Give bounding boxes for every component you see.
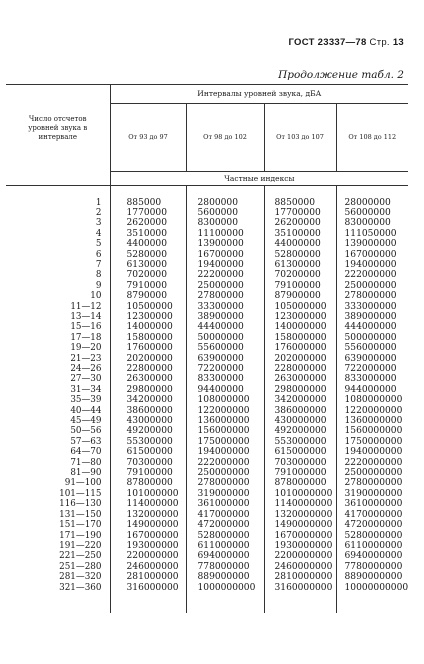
table-row: [6, 291, 408, 301]
index-cell: 7780000000: [344, 561, 403, 572]
table-row: [6, 218, 408, 228]
index-cell: 27800000: [186, 291, 264, 301]
index-cell: 167000000: [344, 249, 397, 260]
table-row: [6, 406, 408, 416]
table-row: [6, 374, 408, 384]
index-cell: 778000000: [186, 562, 264, 572]
index-cell: 61300000: [264, 260, 336, 270]
index-cell: 444000000: [344, 322, 397, 333]
index-cell: 2780000000: [344, 478, 403, 489]
index-cell: 34200000: [110, 395, 186, 405]
table-row: [6, 385, 408, 395]
page-number: 13: [392, 37, 404, 48]
index-cell: 26200000: [264, 218, 336, 228]
index-cell: 528000000: [186, 531, 264, 541]
table-row: [6, 312, 408, 322]
index-cell: 1670000000: [264, 531, 336, 541]
index-cell: 22800000: [110, 364, 186, 374]
count-cell: 8: [6, 270, 110, 280]
table-row: [6, 260, 408, 270]
count-cell: 131—150: [6, 510, 110, 520]
index-cell: 17600000: [110, 343, 186, 353]
index-cell: 122000000: [186, 406, 264, 416]
count-cell: 64—70: [6, 447, 110, 457]
index-cell: 25000000: [186, 281, 264, 291]
index-cell: 79100000: [264, 281, 336, 291]
index-cell: 2200000000: [264, 551, 336, 561]
index-cell: 263000000: [264, 374, 336, 384]
index-cell: 83300000: [186, 374, 264, 384]
index-cell: 5600000: [186, 208, 264, 218]
index-cell: 889000000: [186, 572, 264, 582]
index-cell: 1010000000: [264, 489, 336, 499]
count-cell: 251—280: [6, 562, 110, 572]
index-cell: 611000000: [186, 541, 264, 551]
index-cell: 167000000: [110, 531, 186, 541]
index-cell: 55600000: [186, 343, 264, 353]
table-row: [6, 416, 408, 426]
index-cell: 14000000: [110, 322, 186, 332]
index-cell: 7020000: [110, 270, 186, 280]
table-row: [6, 270, 408, 280]
index-cell: 156000000: [186, 426, 264, 436]
table-row: [6, 583, 408, 593]
index-cell: 44000000: [264, 239, 336, 249]
index-cell: 250000000: [186, 468, 264, 478]
index-cell: 4720000000: [344, 520, 403, 531]
index-cell: 694000000: [186, 551, 264, 561]
index-cell: 202000000: [264, 354, 336, 364]
table-row: [6, 531, 408, 541]
index-cell: 10500000: [110, 302, 186, 312]
index-cell: 492000000: [264, 426, 336, 436]
count-cell: 71—80: [6, 458, 110, 468]
index-cell: 556000000: [344, 343, 397, 354]
table-row: [6, 510, 408, 520]
index-cell: 1490000000: [264, 520, 336, 530]
index-cell: 29800000: [110, 385, 186, 395]
index-cell: 553000000: [264, 437, 336, 447]
table-row: [6, 562, 408, 572]
table-row: [6, 250, 408, 260]
count-cell: 221—250: [6, 551, 110, 561]
index-cell: 38600000: [110, 406, 186, 416]
table-row: [6, 343, 408, 353]
index-cell: 3610000000: [344, 499, 403, 510]
index-cell: 8890000000: [344, 572, 403, 583]
index-cell: 361000000: [186, 499, 264, 509]
count-cell: 191—220: [6, 541, 110, 551]
table-row: [6, 572, 408, 582]
table-row: [6, 364, 408, 374]
count-cell: 81—90: [6, 468, 110, 478]
count-cell: 21—23: [6, 354, 110, 364]
count-cell: 6: [6, 250, 110, 260]
index-cell: 22200000: [186, 270, 264, 280]
count-cell: 24—26: [6, 364, 110, 374]
index-cell: 38900000: [186, 312, 264, 322]
count-cell: 4: [6, 229, 110, 239]
index-cell: 5280000000: [344, 530, 403, 541]
index-cell: 615000000: [264, 447, 336, 457]
count-cell: 7: [6, 260, 110, 270]
index-cell: 1930000000: [264, 541, 336, 551]
index-cell: 49200000: [110, 426, 186, 436]
index-cell: 1000000000: [186, 583, 264, 593]
count-cell: 17—18: [6, 333, 110, 343]
index-cell: 246000000: [110, 562, 186, 572]
sound-level-index-table: [6, 84, 408, 613]
count-cell: 91—100: [6, 478, 110, 488]
count-cell: 57—63: [6, 437, 110, 447]
index-cell: 281000000: [110, 572, 186, 582]
count-cell: 40—44: [6, 406, 110, 416]
table-row: [6, 333, 408, 343]
index-cell: 298000000: [264, 385, 336, 395]
count-cell: 281—320: [6, 572, 110, 582]
index-cell: 194000000: [344, 259, 397, 270]
index-cell: 1320000000: [264, 510, 336, 520]
index-cell: 1220000000: [344, 405, 403, 416]
table-row: [6, 447, 408, 457]
index-cell: 342000000: [264, 395, 336, 405]
index-cell: 222000000: [186, 458, 264, 468]
index-cell: 389000000: [344, 311, 397, 322]
index-cell: 1140000000: [264, 499, 336, 509]
index-cell: 175000000: [186, 437, 264, 447]
page-header: [288, 37, 404, 48]
index-cell: 87900000: [264, 291, 336, 301]
index-cell: 3190000000: [344, 488, 403, 499]
index-cell: 2500000000: [344, 468, 403, 479]
index-cell: 50000000: [186, 333, 264, 343]
table-row: [6, 426, 408, 436]
index-cell: 2810000000: [264, 572, 336, 582]
index-cell: 108000000: [186, 395, 264, 405]
count-cell: 171—190: [6, 531, 110, 541]
count-cell: 9: [6, 281, 110, 291]
gost-number: ГОСТ 23337—78: [288, 37, 367, 48]
count-cell: 3: [6, 218, 110, 228]
index-cell: 70200000: [264, 270, 336, 280]
table-row: [6, 208, 408, 218]
table-row: [6, 198, 408, 208]
range-header: От 93 до 97: [110, 103, 186, 171]
index-cell: 250000000: [344, 280, 397, 291]
index-cell: 140000000: [264, 322, 336, 332]
index-cell: 3510000: [110, 229, 186, 239]
count-cell: 19—20: [6, 343, 110, 353]
index-cell: 2460000000: [264, 562, 336, 572]
index-cell: 791000000: [264, 468, 336, 478]
index-cell: 703000000: [264, 458, 336, 468]
index-cell: 35100000: [264, 229, 336, 239]
index-cell: 885000: [110, 198, 186, 208]
index-cell: 176000000: [264, 343, 336, 353]
index-cell: 28000000: [344, 197, 391, 208]
index-cell: 472000000: [186, 520, 264, 530]
index-cell: 8790000: [110, 291, 186, 301]
index-cell: 70300000: [110, 458, 186, 468]
index-cell: 149000000: [110, 520, 186, 530]
index-cell: 2800000: [186, 198, 264, 208]
table-row: [6, 478, 408, 488]
count-cell: 5: [6, 239, 110, 249]
index-cell: 4400000: [110, 239, 186, 249]
table-row: [6, 489, 408, 499]
table-row: [6, 281, 408, 291]
index-cell: 111050000: [344, 228, 397, 239]
index-cell: 1080000000: [344, 395, 403, 406]
index-cell: 105000000: [264, 302, 336, 312]
count-cell: 35—39: [6, 395, 110, 405]
index-cell: 158000000: [264, 333, 336, 343]
index-cell: 52800000: [264, 250, 336, 260]
index-cell: 123000000: [264, 312, 336, 322]
table-row: [6, 395, 408, 405]
table-row: [6, 229, 408, 239]
index-cell: 33300000: [186, 302, 264, 312]
count-cell: 10: [6, 291, 110, 301]
index-cell: 7910000: [110, 281, 186, 291]
index-cell: 316000000: [110, 583, 186, 593]
index-cell: 2220000000: [344, 457, 403, 468]
index-cell: 11100000: [186, 229, 264, 239]
table-row: [6, 437, 408, 447]
index-cell: 114000000: [110, 499, 186, 509]
range-header: От 103 до 107: [264, 103, 336, 171]
range-header: От 108 до 112: [336, 103, 408, 171]
partial-indices-subheader: Частные индексы: [110, 171, 408, 185]
table-row: [6, 468, 408, 478]
count-cell: 321—360: [6, 583, 110, 593]
index-cell: 61500000: [110, 447, 186, 457]
index-cell: 333000000: [344, 301, 397, 312]
index-cell: 722000000: [344, 364, 397, 374]
index-cell: 43000000: [110, 416, 186, 426]
index-cell: 44400000: [186, 322, 264, 332]
index-cell: 139000000: [344, 239, 397, 250]
page-label: Стр.: [369, 37, 390, 48]
count-cell: 1: [6, 198, 110, 208]
count-cell: 151—170: [6, 520, 110, 530]
index-cell: 26300000: [110, 374, 186, 384]
index-cell: 13900000: [186, 239, 264, 249]
index-cell: 1770000: [110, 208, 186, 218]
table-continuation-caption: Продолжение табл. 2: [278, 69, 404, 81]
table-row: [6, 322, 408, 332]
index-cell: 4170000000: [344, 509, 403, 520]
index-cell: 15800000: [110, 333, 186, 343]
count-cell: 15—16: [6, 322, 110, 332]
index-cell: 8300000: [186, 218, 264, 228]
index-cell: 56000000: [344, 207, 391, 218]
count-cell: 13—14: [6, 312, 110, 322]
index-cell: 228000000: [264, 364, 336, 374]
index-cell: 1940000000: [344, 447, 403, 458]
table-row: [6, 239, 408, 249]
index-cell: 19400000: [186, 260, 264, 270]
index-cell: 87800000: [110, 478, 186, 488]
count-cell: 2: [6, 208, 110, 218]
table-row: [6, 551, 408, 561]
index-cell: 1560000000: [344, 426, 403, 437]
index-cell: 6110000000: [344, 540, 403, 551]
table-row: [6, 302, 408, 312]
index-cell: 220000000: [110, 551, 186, 561]
table-row: [6, 458, 408, 468]
index-cell: 278000000: [344, 291, 397, 302]
intervals-title: Интервалы уровней звука, дБА: [110, 85, 408, 104]
range-header: От 98 до 102: [186, 103, 264, 171]
table-row: [6, 354, 408, 364]
index-cell: 20200000: [110, 354, 186, 364]
index-cell: 132000000: [110, 510, 186, 520]
index-cell: 5280000: [110, 250, 186, 260]
index-cell: 101000000: [110, 489, 186, 499]
count-cell: 50—56: [6, 426, 110, 436]
index-cell: 417000000: [186, 510, 264, 520]
index-cell: 500000000: [344, 332, 397, 343]
index-cell: 83000000: [344, 218, 391, 229]
index-cell: 944000000: [344, 384, 397, 395]
index-cell: 63900000: [186, 354, 264, 364]
index-cell: 386000000: [264, 406, 336, 416]
count-cell: 11—12: [6, 302, 110, 312]
index-cell: 136000000: [186, 416, 264, 426]
index-cell: 639000000: [344, 353, 397, 364]
index-cell: 10000000000: [344, 582, 409, 593]
index-cell: 278000000: [186, 478, 264, 488]
count-cell: 45—49: [6, 416, 110, 426]
index-cell: 16700000: [186, 250, 264, 260]
count-cell: 116—130: [6, 499, 110, 509]
index-cell: 72200000: [186, 364, 264, 374]
index-cell: 319000000: [186, 489, 264, 499]
index-cell: 194000000: [186, 447, 264, 457]
index-cell: 833000000: [344, 374, 397, 385]
index-cell: 878000000: [264, 478, 336, 488]
index-cell: 1750000000: [344, 436, 403, 447]
index-cell: 6940000000: [344, 551, 403, 562]
index-cell: 6130000: [110, 260, 186, 270]
count-cell: 31—34: [6, 385, 110, 395]
index-cell: 2620000: [110, 218, 186, 228]
index-cell: 430000000: [264, 416, 336, 426]
index-cell: 79100000: [110, 468, 186, 478]
index-cell: 1360000000: [344, 416, 403, 427]
index-cell: 17700000: [264, 208, 336, 218]
count-cell: 101—115: [6, 489, 110, 499]
count-cell: 27—30: [6, 374, 110, 384]
table-row: [6, 499, 408, 509]
index-cell: 12300000: [110, 312, 186, 322]
index-cell: 8850000: [264, 198, 336, 208]
index-cell: 55300000: [110, 437, 186, 447]
table-row: [6, 520, 408, 530]
count-column-header: Число отсчетов уровней звука в интервале: [6, 85, 110, 172]
index-cell: 3160000000: [264, 583, 336, 593]
index-cell: 222000000: [344, 270, 397, 281]
index-cell: 193000000: [110, 541, 186, 551]
index-cell: 94400000: [186, 385, 264, 395]
table-row: [6, 541, 408, 551]
